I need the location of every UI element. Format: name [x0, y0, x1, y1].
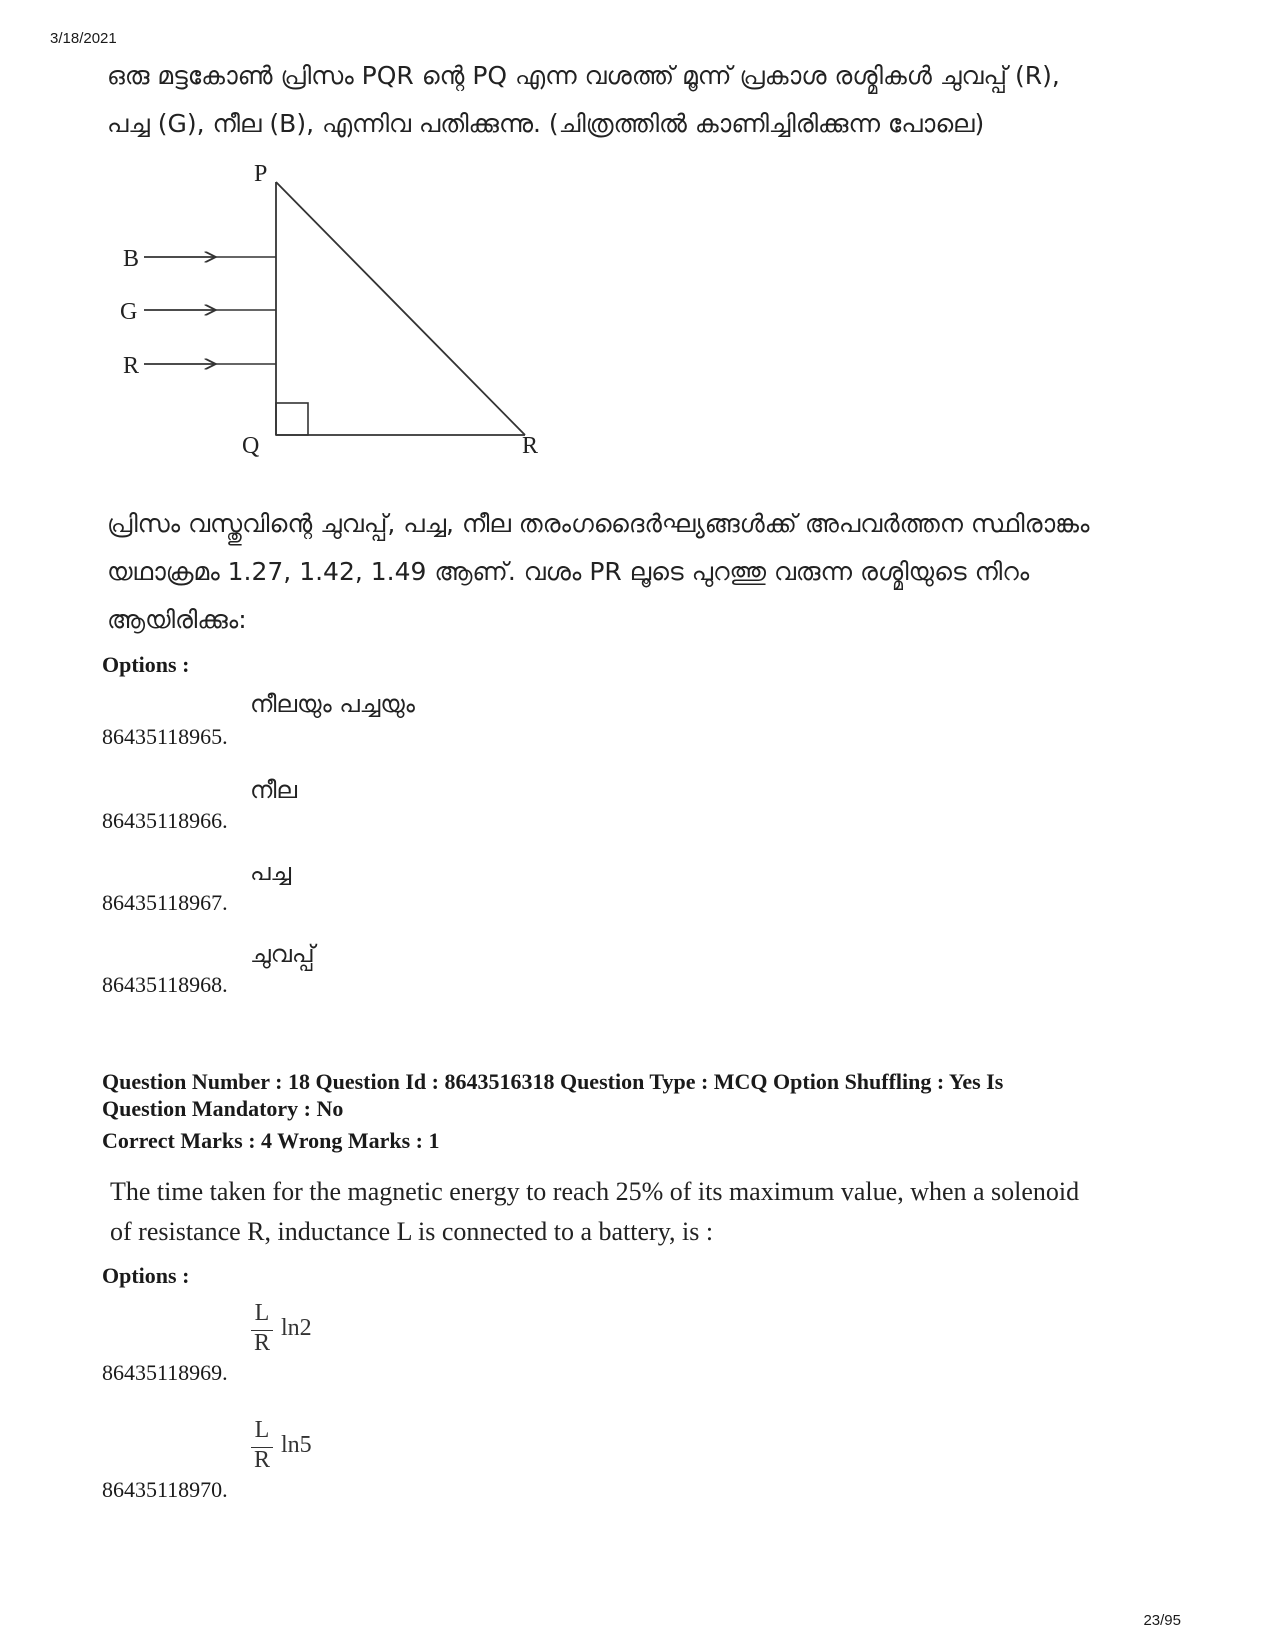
option-id: 86435118970. — [102, 1477, 228, 1502]
label-r: R — [522, 433, 539, 459]
question-17-body-line: യഥാക്രമം 1.27, 1.42, 1.49 ആണ്. വശം PR ലൂടെ പുറത്തു വരുന്ന രശ്മിയുടെ നിറം — [107, 557, 1030, 586]
question-18-marks: Correct Marks : 4 Wrong Marks : 1 — [102, 1128, 440, 1153]
options-label: Options : — [102, 1263, 190, 1288]
question-17-intro — [107, 52, 1187, 148]
option-id: 86435118968. — [102, 972, 228, 997]
log-term: ln5 — [281, 1432, 312, 1458]
option-id: 86435118965. — [102, 724, 228, 749]
question-18-text — [110, 1172, 1190, 1252]
question-17-body — [107, 500, 1187, 644]
label-ray-b: B — [123, 246, 140, 272]
options-label: Options : — [102, 652, 190, 677]
option-text: നീല — [250, 776, 298, 804]
question-17-intro-line: പച്ച (G), നീല (B), എന്നിവ പതിക്കുന്നു. (ചിത്രത്തിൽ കാണിച്ചിരിക്കുന്ന പോലെ) — [107, 109, 985, 138]
question-meta-line: Question Mandatory : No — [102, 1096, 344, 1121]
option-id: 86435118969. — [102, 1360, 228, 1385]
page-number: 23/95 — [1143, 1612, 1181, 1629]
print-date: 3/18/2021 — [50, 30, 117, 47]
option-text: പച്ച — [250, 858, 292, 886]
question-17-body-line: ആയിരിക്കും: — [107, 605, 247, 634]
option-text: നീലയും പച്ചയും — [250, 690, 415, 718]
fraction-denominator: R — [253, 1447, 270, 1473]
label-p: P — [254, 161, 268, 187]
question-17-body-line: പ്രിസം വസ്തുവിന്റെ ചുവപ്പ്, പച്ച, നീല തരംഗദൈർഘ്യങ്ങൾക്ക് അപവർത്തന സ്ഥിരാങ്കം — [107, 509, 1090, 538]
option-id: 86435118967. — [102, 890, 228, 915]
prism-diagram — [110, 155, 570, 475]
question-text-line: The time taken for the magnetic energy to reach 25% of its maximum value, when a solenoid — [110, 1177, 1080, 1206]
log-term: ln2 — [281, 1315, 312, 1341]
option-text: ചുവപ്പ് — [250, 940, 315, 968]
question-meta-line: Question Number : 18 Question Id : 8643516318 Question Type : MCQ Option Shuffling : Yes Is — [102, 1069, 1004, 1094]
question-18-meta — [102, 1068, 1182, 1122]
fraction-numerator: L — [254, 1300, 270, 1326]
label-ray-g: G — [120, 299, 138, 325]
label-q: Q — [242, 433, 260, 459]
question-text-line: of resistance R, inductance L is connected to a battery, is : — [110, 1217, 714, 1246]
option-id: 86435118966. — [102, 808, 228, 833]
fraction-denominator: R — [253, 1330, 270, 1356]
side-pr — [276, 182, 525, 435]
question-17-intro-line: ഒരു മട്ടകോൺ പ്രിസം PQR ന്റെ PQ എന്ന വശത്ത് മൂന്ന് പ്രകാശ രശ്മികൾ ചുവപ്പ് (R), — [107, 61, 1060, 90]
label-ray-r: R — [123, 353, 140, 379]
right-angle-marker — [276, 403, 308, 435]
fraction-numerator: L — [254, 1417, 270, 1443]
